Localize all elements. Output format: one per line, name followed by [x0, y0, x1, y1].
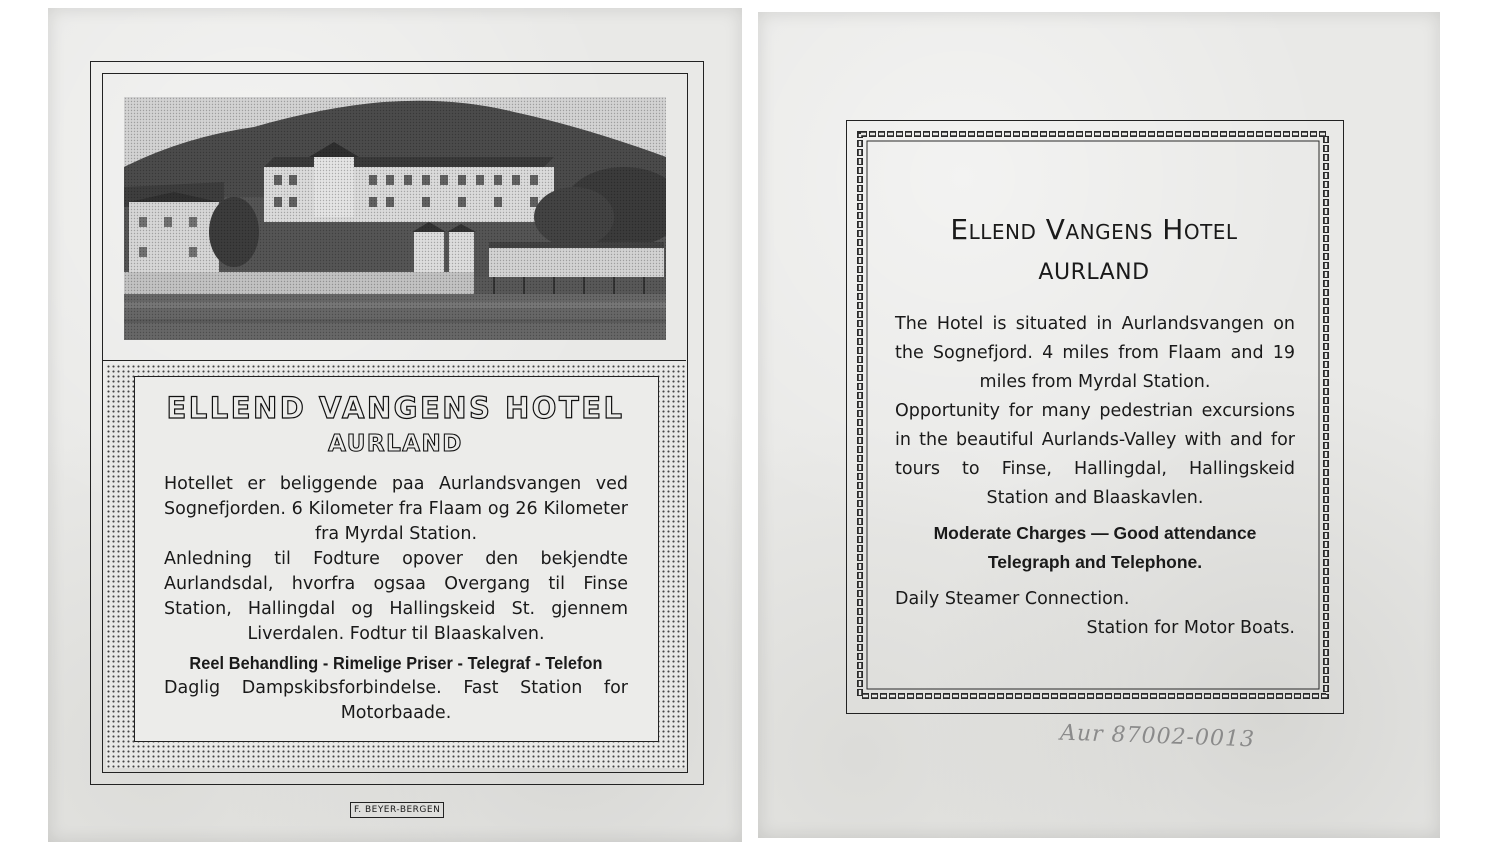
location-subtitle: AURLAND	[1038, 260, 1150, 285]
printer-mark: F. BEYER-BERGEN	[350, 802, 444, 818]
right-card	[758, 12, 1440, 838]
description-english	[895, 310, 1295, 643]
paragraph-telegraph: Telegraph and Telephone.	[987, 552, 1203, 572]
paragraph-charges: Moderate Charges — Good attendance	[933, 523, 1257, 543]
description-norwegian	[164, 472, 628, 726]
line-steamer: Daily Steamer Connection.	[895, 589, 1130, 609]
paragraph-location: The Hotel is situated in Aurlandsvangen on the Sognefjord. 4 miles from Flaam and 19 miles from Myrdal Station.	[895, 314, 1295, 392]
paragraph-connection: Daglig Dampskibsforbindelse. Fast Station for Motorbaade.	[164, 678, 628, 723]
paragraph-excursions: Opportunity for many pedestrian excursions in the beautiful Aurlands-Valley with and for tours to Finse, Hallingdal, Hallingskeid Station and Blaaskavlen.	[895, 401, 1295, 508]
line-motor-boats: Station for Motor Boats.	[1086, 618, 1295, 638]
hotel-title: ELLEND VANGENS HOTEL	[166, 391, 625, 425]
divider-line	[102, 360, 686, 361]
hotel-photo	[124, 97, 666, 340]
paragraph-excursions: Anledning til Fodture opover den bekjendte Aurlandsdal, hvorfra ogsaa Overgang til Finse Station, Hallingdal og Hallingskeid St. gjennem Liverdalen. Fodtur til Blaaskalven.	[164, 549, 628, 644]
paragraph-location: Hotellet er beliggende paa Aurlandsvangen ved Sognefjorden. 6 Kilometer fra Flaam og 26 Kilometer fra Myrdal Station.	[164, 474, 628, 544]
left-card	[48, 8, 742, 842]
handwritten-catalog-number: Aur 87002-0013	[1059, 720, 1256, 753]
hotel-title: Ellend Vangens Hotel	[950, 213, 1238, 246]
location-subtitle: AURLAND	[328, 431, 463, 457]
paragraph-services: Reel Behandling - Rimelige Priser - Telegraf - Telefon	[189, 653, 603, 673]
